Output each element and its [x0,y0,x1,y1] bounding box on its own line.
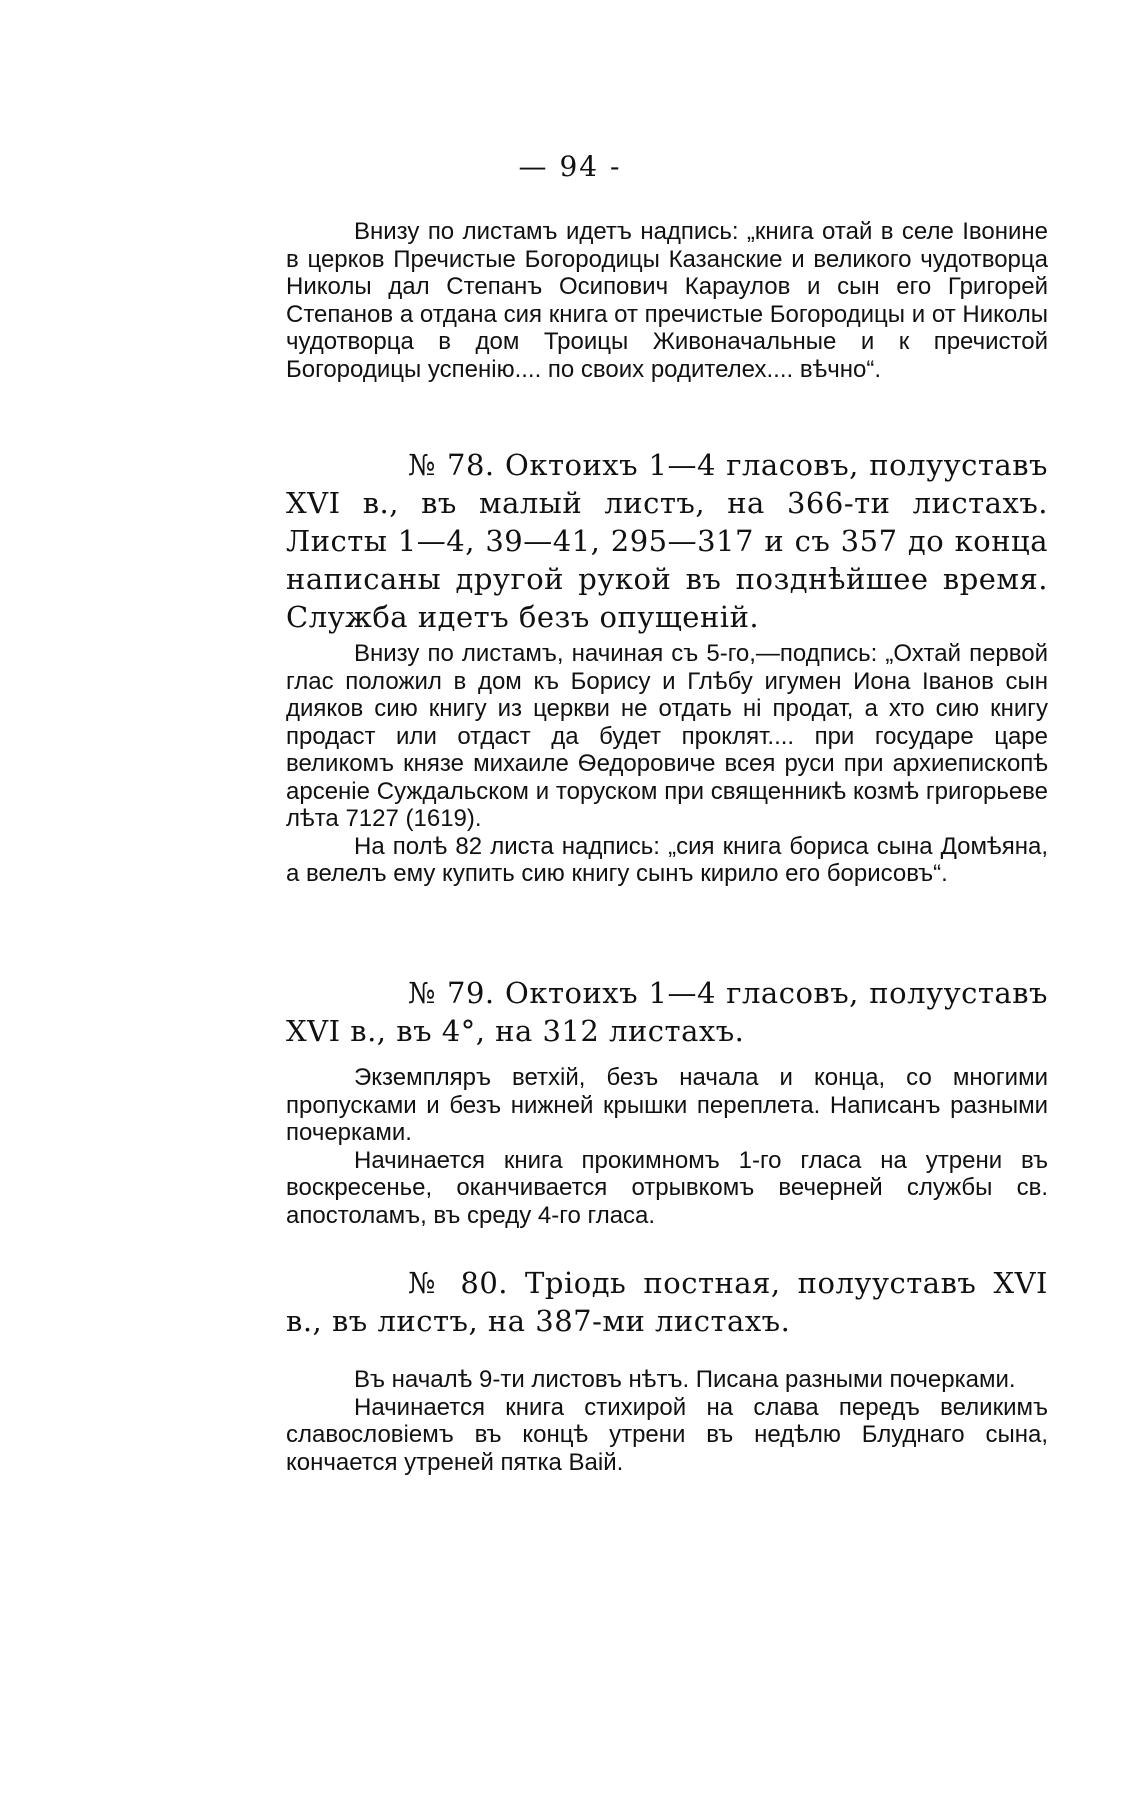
note-block-2 [286,640,1048,888]
note-block-1 [286,218,1048,383]
note-text: На полѣ 82 листа надпись: „сия книга бориса сына Домѣяна, а велелъ ему купить сию книгу сынъ кирило его борисовъ“. [286,832,1048,887]
entry-78 [286,446,1048,636]
note-block-4 [286,1366,1048,1476]
note-text: Начинается книга прокимномъ 1-го гласа на утрени въ воскресенье, оканчивается отрывкомъ вечерней службы св. апостоламъ, въ среду 4-го гласа. [286,1146,1048,1229]
note-text: Внизу по листамъ идетъ надпись: „книга отай в селе Івонине в церков Пречистые Богородицы Казанские и великого чудотворца Николы дал Степанъ Осипович Караулов и сын его Григорей Степанов а отдана сия книга от пречистые Богородицы и от Николы чудотворца в дом Троицы Живоначальные и к пречистой Богородицы успенію.... по своих родителех.... вѣчно“. [286,218,1048,383]
note-paragraph [286,640,1048,888]
entry-heading: № 79. Октоихъ 1—4 гласовъ, полууставъ XVI в., въ 4°, на 312 листахъ. [286,976,1048,1048]
note-text: Начинается книга стихирой на слава передъ великимъ славословіемъ въ концѣ утрени въ недѣлю Блуднаго сына, кончается утреней пятка Ваій. [286,1393,1048,1476]
entry-heading: № 80. Тріодь постная, полууставъ XVI в., въ листъ, на 387-ми листахъ. [286,1266,1048,1338]
entry-79 [286,974,1048,1050]
note-paragraph [286,218,1048,383]
entry-80 [286,1264,1048,1340]
entry-heading: № 78. Октоихъ 1—4 гласовъ, полууставъ XVI в., въ малый листъ, на 366-ти листахъ. Листы 1—4, 39—41, 295—317 и съ 357 до конца написаны другой рукой въ позднѣйшее время. Служба идетъ безъ опущеній. [286,448,1048,634]
note-text: Внизу по листамъ, начиная съ 5-го,—подпись: „Охтай первой глас положил в дом къ Борису и Глѣбу игумен Иона Іванов сын дияков сию книгу из церкви не отдать ні продат, а хто сию книгу продаст или отдаст да будет проклят.... при государе царе великомъ князе михаиле Ѳедоровиче всея руси при архиепископѣ арсеніе Суждальском и торуском при священникѣ козмѣ григорьеве лѣта 7127 (1619). [286,640,1048,832]
note-text: Въ началѣ 9-ти листовъ нѣтъ. Писана разными почерками. [354,1366,1016,1393]
note-paragraph [286,1366,1048,1476]
note-paragraph [286,1064,1048,1229]
page-number: — 94 - [518,150,622,183]
note-block-3 [286,1064,1048,1229]
note-text: Экземпляръ ветхій, безъ начала и конца, со многими пропусками и безъ нижней крышки переплета. Написанъ разными почерками. [286,1064,1048,1146]
